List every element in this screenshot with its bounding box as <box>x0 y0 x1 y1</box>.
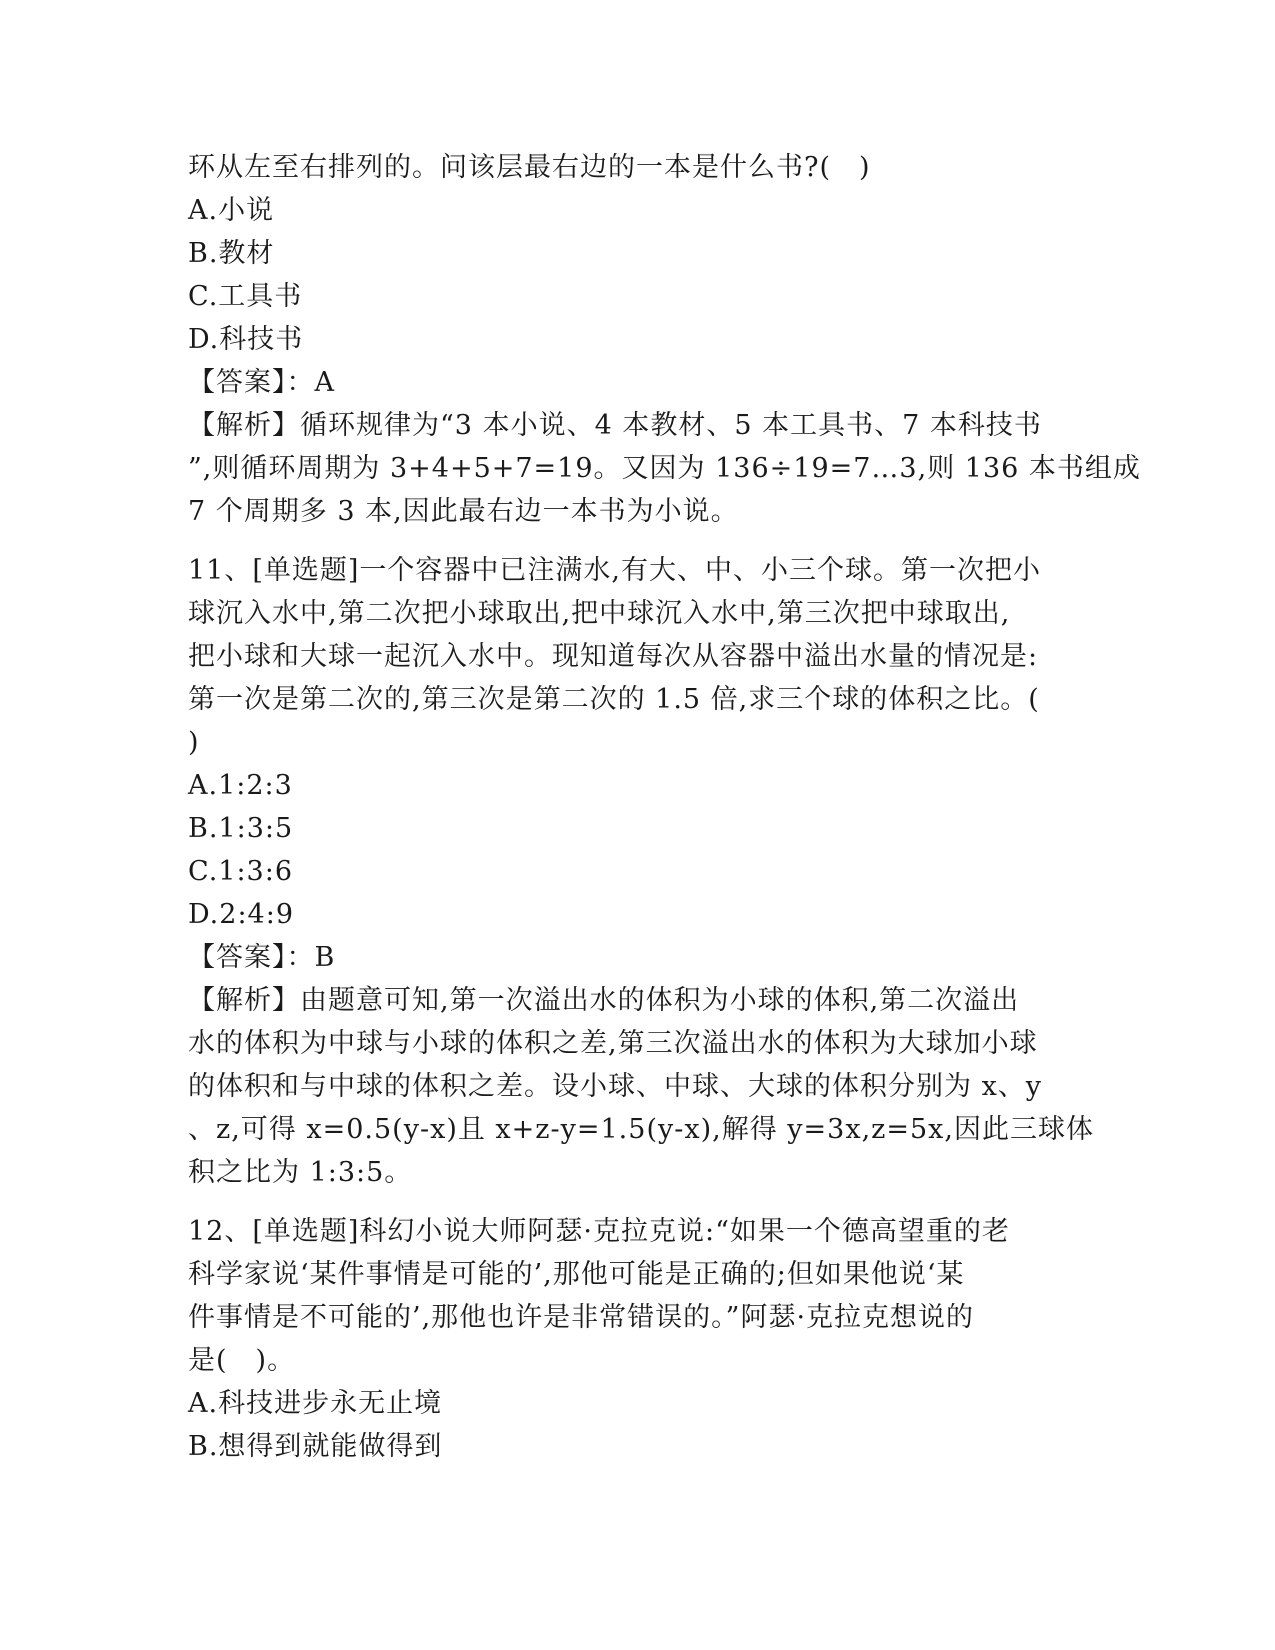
question-10 <box>188 146 1141 533</box>
analysis-line: 7 个周期多 3 本,因此最右边一本书为小说。 <box>188 496 739 527</box>
document-page <box>188 146 1141 1468</box>
answer-line: 【答案】：A <box>188 367 335 398</box>
question-stem-line: 件事情是不可能的’,那他也许是非常错误的。”阿瑟·克拉克想说的 <box>188 1302 975 1333</box>
option-b: B.想得到就能做得到 <box>188 1431 443 1462</box>
question-stem-line: 是( )。 <box>188 1345 296 1376</box>
question-11 <box>188 549 1094 1194</box>
analysis-line: 、z,可得 x=0.5(y-x)且 x+z-y=1.5(y-x),解得 y=3x,z=5x,因此三球体 <box>188 1114 1094 1145</box>
option-b: B.1:3:5 <box>188 813 294 844</box>
analysis-line: 水的体积为中球与小球的体积之差,第三次溢出水的体积为大球加小球 <box>188 1028 1038 1059</box>
analysis-line: 的体积和与中球的体积之差。设小球、中球、大球的体积分别为 x、y <box>188 1071 1043 1102</box>
analysis-line: 【解析】由题意可知,第一次溢出水的体积为小球的体积,第二次溢出 <box>188 985 1020 1016</box>
option-d: D.2:4:9 <box>188 899 294 930</box>
section-gap <box>188 1194 1088 1210</box>
option-c: C.1:3:6 <box>188 856 294 887</box>
question-stem-line: 球沉入水中,第二次把小球取出,把中球沉入水中,第三次把中球取出, <box>188 598 1011 629</box>
question-stem-line: 11、[单选题]一个容器中已注满水,有大、中、小三个球。第一次把小 <box>188 555 1042 586</box>
analysis-line: 【解析】循环规律为“3 本小说、4 本教材、5 本工具书、7 本科技书 <box>188 410 1042 441</box>
question-stem-line: ) <box>188 727 200 758</box>
answer-line: 【答案】：B <box>188 942 336 973</box>
option-a: A.小说 <box>188 195 275 226</box>
section-gap <box>188 533 1088 549</box>
option-b: B.教材 <box>188 238 275 269</box>
option-d: D.科技书 <box>188 324 304 355</box>
question-stem-line: 把小球和大球一起沉入水中。现知道每次从容器中溢出水量的情况是: <box>188 641 1039 672</box>
option-a: A.1:2:3 <box>188 770 293 801</box>
analysis-line: ”,则循环周期为 3+4+5+7=19。又因为 136÷19=7…3,则 136 本书组成 <box>188 453 1141 484</box>
question-12 <box>188 1210 1088 1468</box>
question-stem-line: 12、[单选题]科幻小说大师阿瑟·克拉克说:“如果一个德高望重的老 <box>188 1216 1010 1247</box>
question-stem-line: 科学家说‘某件事情是可能的’,那他可能是正确的;但如果他说‘某 <box>188 1259 965 1290</box>
analysis-line: 积之比为 1:3:5。 <box>188 1157 413 1188</box>
question-stem-line: 环从左至右排列的。问该层最右边的一本是什么书?( ) <box>188 152 871 183</box>
option-a: A.科技进步永无止境 <box>188 1388 443 1419</box>
option-c: C.工具书 <box>188 281 303 312</box>
question-stem-line: 第一次是第二次的,第三次是第二次的 1.5 倍,求三个球的体积之比。( <box>188 684 1040 715</box>
